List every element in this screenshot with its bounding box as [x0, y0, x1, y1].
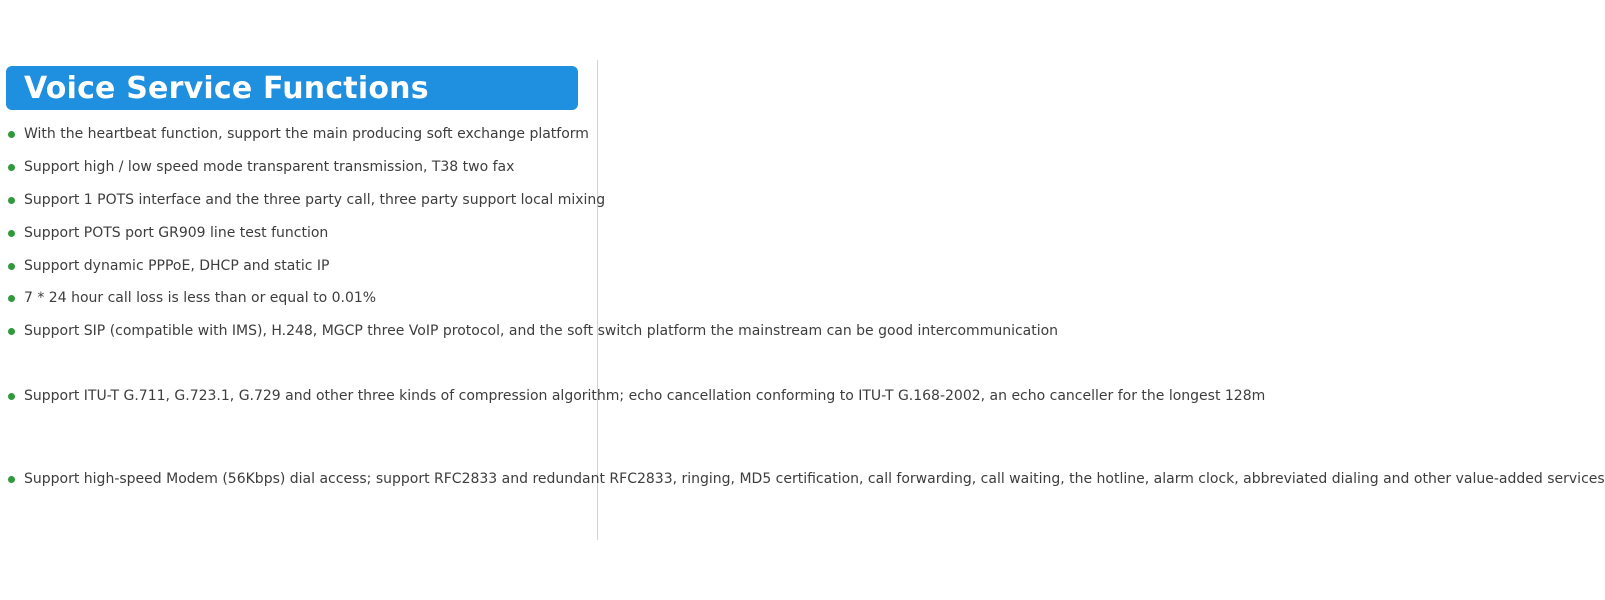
section-title: Voice Service Functions — [24, 70, 429, 106]
list-item — [8, 254, 598, 280]
bullet-icon — [8, 230, 15, 237]
list-item-text: Support dynamic PPPoE, DHCP and static IP — [24, 258, 330, 274]
list-item — [8, 384, 1266, 462]
list-item-text: Support 1 POTS interface and the three party call, three party support local mixing — [24, 192, 606, 208]
list-item — [8, 286, 598, 312]
list-item-text: 7 * 24 hour call loss is less than or equal to 0.01% — [24, 290, 377, 306]
bullet-icon — [8, 393, 15, 400]
list-item-text: Support high / low speed mode transparent transmission, T38 two fax — [24, 159, 515, 175]
list-item — [8, 188, 606, 214]
list-item — [8, 221, 598, 247]
list-item — [8, 155, 598, 181]
list-item — [8, 319, 1059, 371]
bullet-icon — [8, 476, 15, 483]
bullet-icon — [8, 263, 15, 270]
bullet-icon — [8, 164, 15, 171]
bullet-icon — [8, 131, 15, 138]
list-item-text: Support POTS port GR909 line test function — [24, 225, 329, 241]
bullet-icon — [8, 328, 15, 335]
list-item-text: Support ITU-T G.711, G.723.1, G.729 and other three kinds of compression algorithm; echo cancellation conforming to ITU-T G.168-2002, an echo canceller for the longest 128m — [24, 388, 1266, 404]
list-item-text: With the heartbeat function, support the main producing soft exchange platform — [24, 126, 589, 142]
list-item-text: Support high-speed Modem (56Kbps) dial access; support RFC2833 and redundant RFC2833, ringing, MD5 certification, call forwarding, call waiting, the hotline, alarm clock, abbreviated dialing and other value-added services — [24, 471, 1605, 487]
list-item-text: Support SIP (compatible with IMS), H.248, MGCP three VoIP protocol, and the soft switch platform the mainstream can be good intercommunication — [24, 323, 1059, 339]
bullet-icon — [8, 197, 15, 204]
list-item — [8, 122, 598, 148]
list-item — [8, 467, 1605, 545]
bullet-icon — [8, 295, 15, 302]
